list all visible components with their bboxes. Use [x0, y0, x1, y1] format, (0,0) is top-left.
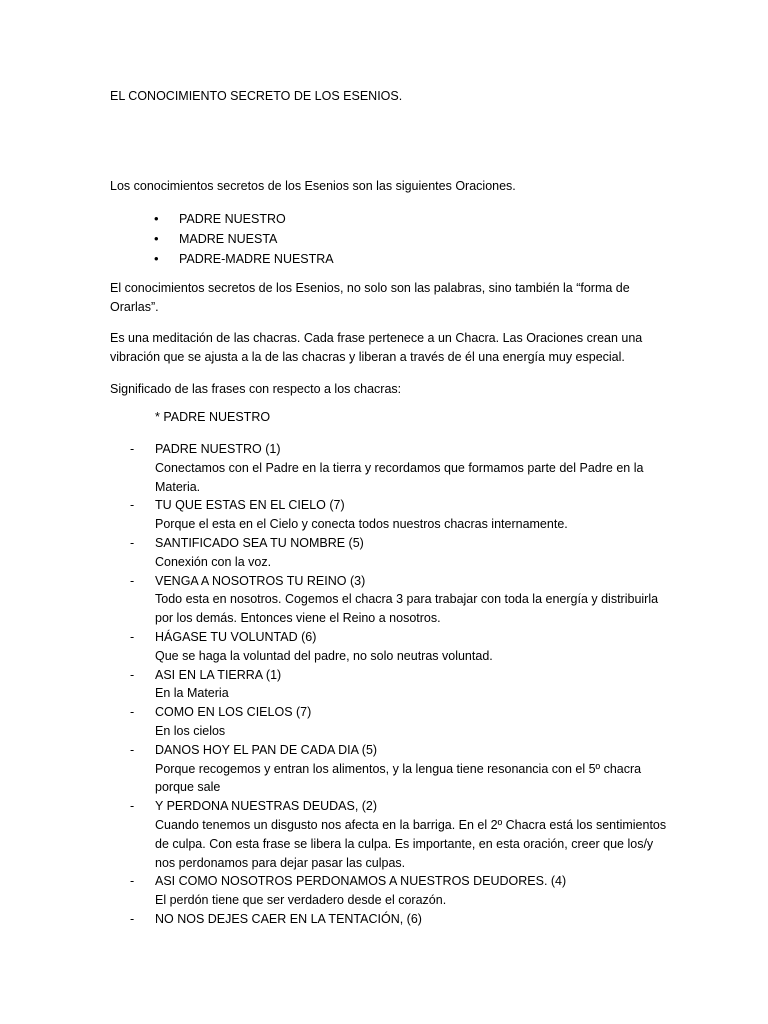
phrase-list — [130, 440, 670, 929]
dash-icon: - — [130, 667, 135, 682]
prayer-item: • PADRE-MADRE NUESTRA — [110, 249, 658, 269]
list-item: - ASI EN LA TIERRA (1) En la Materia — [130, 667, 282, 701]
list-item: - HÁGASE TU VOLUNTAD (6) Que se haga la voluntad del padre, no solo neutras voluntad. — [130, 629, 493, 663]
intro-paragraph: Los conocimientos secretos de los Esenios son las siguientes Oraciones. — [110, 179, 516, 193]
dash-icon: - — [130, 911, 135, 926]
bullet-icon: • — [154, 231, 159, 246]
dash-icon: - — [130, 629, 135, 644]
significado-paragraph: Significado de las frases con respecto a los chacras: — [110, 382, 402, 396]
prayer-item: • PADRE NUESTRO — [110, 209, 658, 229]
prayer-list — [110, 209, 658, 269]
section-heading: * PADRE NUESTRO — [155, 410, 271, 424]
dash-icon: - — [130, 535, 135, 550]
prayer-item: • MADRE NUESTA — [110, 229, 658, 249]
bullet-icon: • — [154, 211, 159, 226]
dash-icon: - — [130, 799, 135, 814]
list-item: - TU QUE ESTAS EN EL CIELO (7) Porque el esta en el Cielo y conecta todos nuestros chacras internamente. — [130, 498, 568, 532]
list-item: - PADRE NUESTRO (1) Conectamos con el Padre en la tierra y recordamos que formamos parte del Padre en la Materia. — [130, 442, 644, 494]
meditacion-paragraph: Es una meditación de las chacras. Cada frase pertenece a un Chacra. Las Oraciones crean una vibración que se ajusta a la de las chacras y liberan a través de él una energía muy especial. — [110, 331, 643, 364]
list-item: - ASI COMO NOSOTROS PERDONAMOS A NUESTROS DEUDORES. (4) El perdón tiene que ser verdadero desde el corazón. — [130, 874, 567, 908]
list-item: - VENGA A NOSOTROS TU REINO (3) Todo esta en nosotros. Cogemos el chacra 3 para trabajar con toda la energía y distribuirla por los demás. Entonces viene el Reino a nosotros. — [130, 573, 659, 626]
list-item: - DANOS HOY EL PAN DE CADA DIA (5) Porque recogemos y entran los alimentos, y la lengua tiene resonancia con el 5º chacra porque sale — [130, 742, 642, 795]
dash-icon: - — [130, 573, 135, 588]
bullet-icon: • — [154, 251, 159, 266]
dash-icon: - — [130, 442, 135, 456]
dash-icon: - — [130, 742, 135, 757]
forma-paragraph: El conocimientos secretos de los Esenios, no solo son las palabras, sino también la “forma de Orarlas”. — [110, 281, 630, 314]
dash-icon: - — [130, 874, 135, 889]
dash-icon: - — [130, 705, 135, 720]
list-item: - SANTIFICADO SEA TU NOMBRE (5) Conexión con la voz. — [130, 535, 364, 569]
list-item: - Y PERDONA NUESTRAS DEUDAS, (2) Cuando tenemos un disgusto nos afecta en la barriga. En el 2º Chacra está los sentimientos de culpa. Con esta frase se libera la culpa. Es importante, en esta oración, creer que los/y nos perdonamos para dejar pasar las culpas. — [130, 799, 667, 870]
dash-icon: - — [130, 498, 135, 513]
list-item: - NO NOS DEJES CAER EN LA TENTACIÓN, (6) — [130, 910, 670, 929]
list-item: - COMO EN LOS CIELOS (7) En los cielos — [130, 705, 312, 738]
document-title: EL CONOCIMIENTO SECRETO DE LOS ESENIOS. — [110, 89, 403, 103]
